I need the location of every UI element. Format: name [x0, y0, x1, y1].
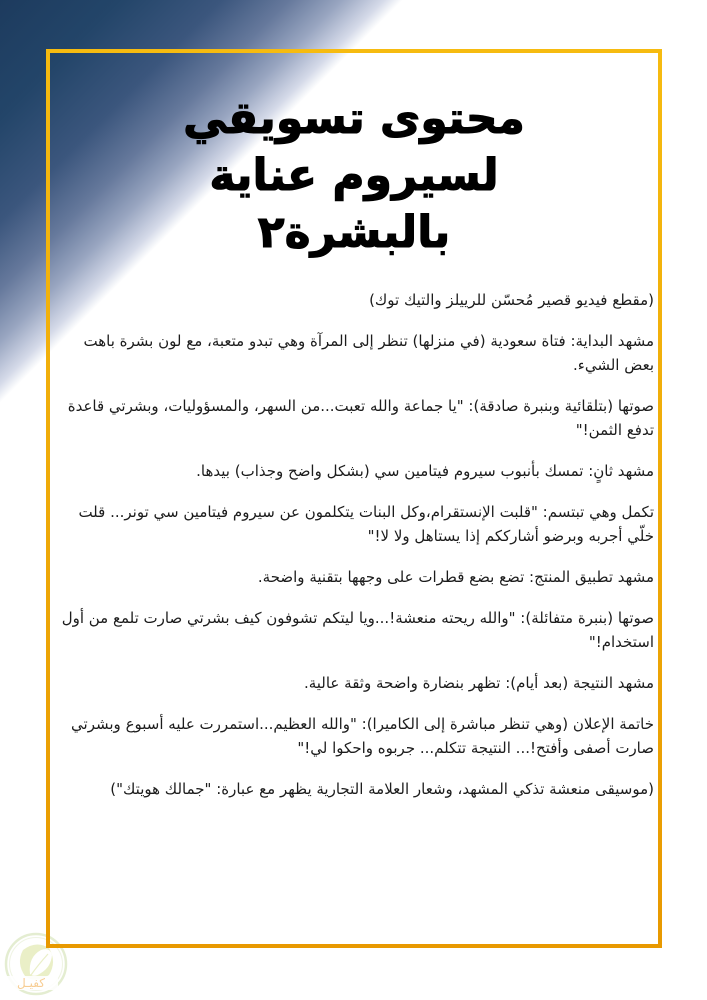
page-title-line-1: محتوى تسويقي	[183, 93, 525, 144]
paragraph-voiceover-3: صوتها (بنبرة متفائلة): "والله ريحته منعشة!...ويا ليتكم تشوفون كيف بشرتي صارت تلمع من أول استخدام!"	[61, 609, 654, 651]
paragraph-application-scene: مشهد تطبيق المنتج: تضع بضع قطرات على وجهها بتقنية واضحة.	[257, 568, 654, 586]
page-title-line-3: بالبشرة٢	[257, 207, 451, 258]
paragraph-result-scene: مشهد النتيجة (بعد أيام): تظهر بنضارة واضحة وثقة عالية.	[303, 674, 654, 692]
paragraph-video-note: (مقطع فيديو قصير مُحسّن للرييلز والتيك توك)	[369, 291, 654, 309]
page-title-line-2: لسيروم عناية	[209, 150, 499, 201]
paragraph-ad-closing: خاتمة الإعلان (وهي تنظر مباشرة إلى الكاميرا): "والله العظيم...استمررت عليه أسبوع وبشرتي صارت أصفى وأفتح!... النتيجة تتكلم... جربوه واحكوا لي!"	[71, 715, 654, 757]
watermark-brand-text: كفيـل	[16, 976, 46, 990]
paragraph-music-note: (موسيقى منعشة تذكي المشهد، وشعار العلامة التجارية يظهر مع عبارة: "جمالك هويتك")	[110, 780, 654, 798]
leaf-badge-icon	[0, 929, 72, 1000]
watermark-logo	[0, 929, 72, 1000]
paragraph-second-scene: مشهد ثانٍ: تمسك بأنبوب سيروم فيتامين سي (بشكل واضح وجذاب) بيدها.	[196, 462, 654, 480]
paragraph-voiceover-1: صوتها (بتلقائية وبنبرة صادقة): "يا جماعة والله تعبت...من السهر، والمسؤوليات، وبشرتي قاعدة تدفع الثمن!"	[67, 397, 654, 439]
page-title	[46, 90, 662, 261]
paragraph-opening-scene: مشهد البداية: فتاة سعودية (في منزلها) تنظر إلى المرآة وهي تبدو متعبة، مع لون بشرة باهت بعض الشيء.	[83, 332, 654, 374]
script-body	[56, 288, 654, 818]
paragraph-voiceover-2: تكمل وهي تبتسم: "قلبت الإنستقرام،وكل البنات يتكلمون عن سيروم فيتامين سي تونر... قلت خلّي أجربه وبرضو أشارككم إذا يستاهل ولا لا!"	[78, 503, 654, 545]
